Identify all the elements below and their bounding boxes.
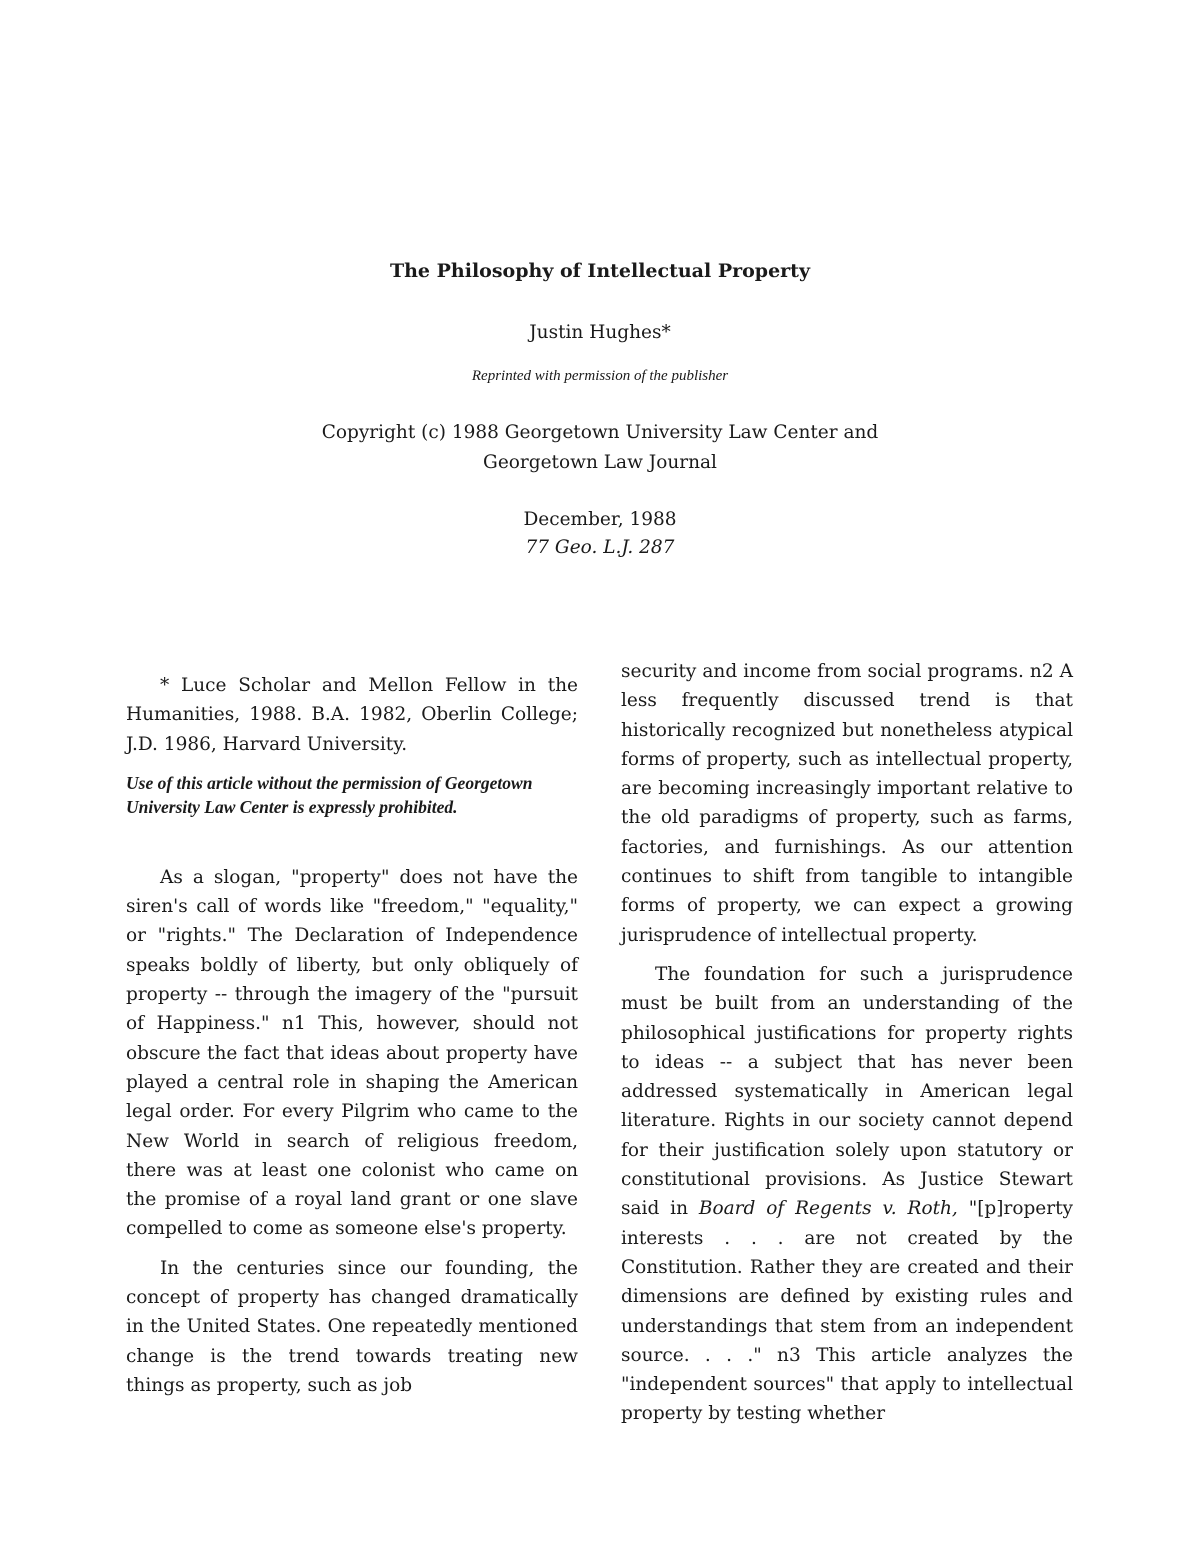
article-header — [0, 256, 1200, 562]
paragraph-text: "[p]roperty interests . . . are not created by the Constitution. Rather they are created and their dimensions are defined by existing rules and understandings that stem from an independent source. . . ." n3 This article analyzes the "independent sources" that apply to intellectual property by testing whether — [621, 1198, 1073, 1425]
publication-date: December, 1988 — [523, 509, 677, 530]
left-column — [126, 671, 578, 1400]
author-footnote: * Luce Scholar and Mellon Fellow in the Humanities, 1988. B.A. 1982, Oberlin College; J.D. 1986, Harvard University. — [126, 675, 578, 755]
article-title: The Philosophy of Intellectual Property — [389, 260, 810, 282]
journal-citation: 77 Geo. L.J. 287 — [525, 537, 675, 558]
usage-prohibition: Use of this article without the permission of Georgetown University Law Center is expressly prohibited. — [126, 772, 533, 817]
body-paragraph: security and income from social programs. n2 A less frequently discussed trend is that historically recognized but nonetheless atypical forms of property, such as intellectual property, are becoming increasingly important relative to the old paradigms of property, such as farms, factories, and furnishings. As our attention continues to shift from tangible to intangible forms of property, we can expect a growing jurisprudence of intellectual property. — [621, 661, 1073, 946]
copyright-line-2: Georgetown Law Journal — [483, 452, 717, 473]
copyright-line-1: Copyright (c) 1988 Georgetown University Law Center and — [321, 422, 879, 443]
body-paragraph: In the centuries since our founding, the concept of property has changed dramatically in the United States. One repeatedly mentioned change is the trend towards treating new things as property, such as job — [126, 1257, 578, 1396]
paragraph-text: The foundation for such a jurisprudence must be built from an understanding of the philosophical justifications for property rights to ideas -- a subject that has never been addressed systematically in American legal literature. Rights in our society cannot depend for their justification solely upon statutory or constitutional provisions. As Justice Stewart said in — [621, 963, 1073, 1220]
case-name: Board of Regents v. Roth, — [698, 1198, 958, 1220]
copyright-notice — [0, 418, 1200, 478]
article-author: Justin Hughes* — [529, 322, 671, 343]
reprint-note: Reprinted with permission of the publisher — [471, 368, 729, 384]
body-paragraph: As a slogan, "property" does not have the siren's call of words like "freedom," "equality," or "rights." The Declaration of Independence speaks boldly of liberty, but only obliquely of property -- through the imagery of the "pursuit of Happiness." n1 This, however, should not obscure the fact that ideas about property have played a central role in shaping the American legal order. For every Pilgrim who came to the New World in search of religious freedom, there was at least one colonist who came on the promise of a royal land grant or one slave compelled to come as someone else's property. — [126, 866, 578, 1240]
right-column — [621, 657, 1073, 1429]
body-paragraph — [621, 960, 1073, 1429]
